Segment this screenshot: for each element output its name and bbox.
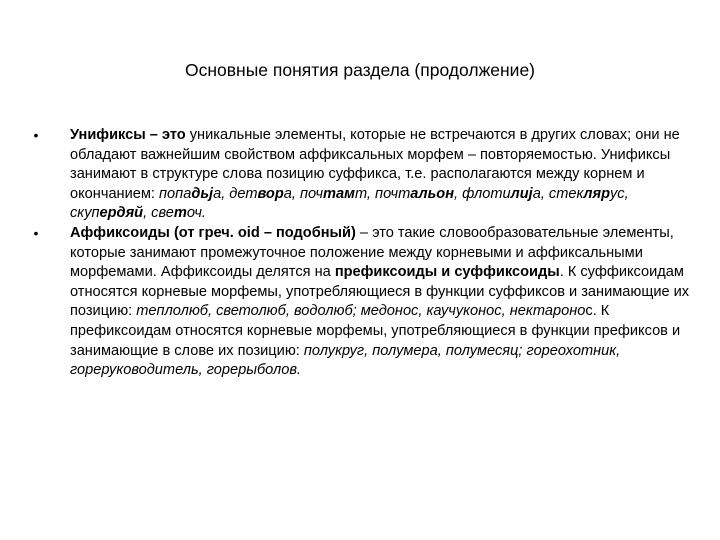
example-run: попа (159, 185, 192, 202)
example-run: , флоти (454, 185, 511, 202)
bullet-icon: • (33, 224, 39, 241)
slide-title: Основные понятия раздела (продолжение) (184, 60, 536, 80)
text-run: – это такие словообразовательные элементы, которые занимают промежуточное положение между корневыми и аффиксальными морфемами. Аффиксоиды делятся на (70, 224, 674, 281)
example-highlight: лиј (510, 185, 533, 202)
example-run: , све (143, 205, 174, 222)
example-highlight: альон (410, 185, 455, 202)
text-run: с. К префиксоидам относятся корневые морфемы, употребляющиеся в функции префиксов и занимающие в слове их позицию: (70, 303, 681, 359)
bullet-text (70, 127, 680, 221)
example-highlight: ердяй (99, 205, 144, 222)
term-prefixoids-suffixoids: префиксоиды и суффиксоиды (334, 264, 560, 281)
example-highlight: там (323, 185, 355, 202)
bullet-text (70, 225, 689, 378)
example-highlight: т (173, 205, 187, 222)
example-run: полукруг, полумера, полумесяц; гореохотник, горе (70, 342, 621, 379)
term-unifixes: Унификсы – это (70, 127, 186, 143)
example-highlight: вор (257, 185, 284, 202)
bullet-item-unifixes (30, 126, 690, 224)
example-highlight: дьј (191, 185, 214, 202)
example-run: оч. (186, 205, 206, 222)
bullet-icon: • (33, 127, 39, 143)
example-run: а, дет (213, 185, 258, 202)
example-highlight: ляр (583, 185, 610, 202)
term-affixoids: Аффиксоиды (от греч. oid – подобный) (70, 224, 356, 241)
text-run: уникальные элементы, которые не встречаются в других словах; они не обладают важнейшим свойством аффиксальных морфем – повторяемостью. Унификсы занимают в структуре слова позицию суффикса, т.е. располагаются между корнем и окончанием: (70, 127, 680, 202)
bullet-list (30, 126, 690, 381)
example-run: теплолюб, светолюб, водолюб; медонос, каучуконос, нектароно (136, 303, 586, 320)
example-run: а, поч (283, 185, 324, 202)
example-run: руководитель, горерыболов. (101, 362, 301, 379)
example-run: а, стек (532, 185, 584, 202)
text-run: . К суффиксоидам относятся корневые морфемы, употребляющиеся в функции суффиксов и занимающие их позицию: (70, 264, 690, 320)
bullet-item-affixoids (30, 224, 690, 381)
example-run: т, почт (354, 185, 411, 202)
example-run: ус, скуп (70, 185, 629, 222)
